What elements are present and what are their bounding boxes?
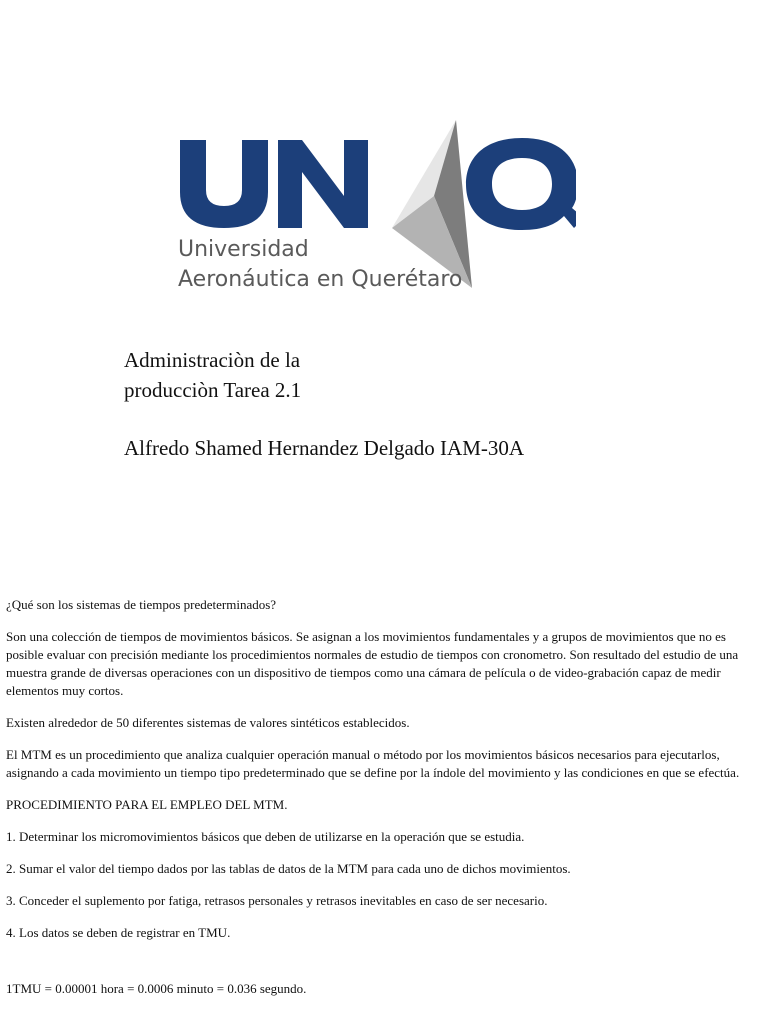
document-title-line1: Administraciòn de la	[124, 348, 301, 372]
question: ¿Qué son los sistemas de tiempos predeterminados?	[6, 597, 277, 612]
procedure-step-3: 3. Conceder el suplemento por fatiga, retrasos personales y retrasos inevitables en caso de ser necesario.	[6, 893, 548, 908]
procedure-heading: PROCEDIMIENTO PARA EL EMPLEO DEL MTM.	[6, 797, 288, 812]
document-title-line2: producciòn Tarea 2.1	[124, 378, 302, 402]
procedure-step-1: 1. Determinar los micromovimientos básicos que deben de utilizarse en la operación que se estudia.	[6, 829, 525, 844]
unaq-logo	[176, 118, 576, 294]
title-block	[124, 345, 724, 463]
logo-text-line1: Universidad	[178, 237, 309, 262]
tmu-formula: 1TMU = 0.00001 hora = 0.0006 minuto = 0.036 segundo.	[6, 981, 307, 996]
unaq-logo-graphic	[176, 118, 576, 294]
paragraph-systems-count: Existen alrededor de 50 diferentes sistemas de valores sintéticos establecidos.	[6, 715, 410, 730]
paragraph-mtm: El MTM es un procedimiento que analiza cualquier operación manual o método por los movimientos básicos necesarios para ejecutarlos, asignando a cada movimiento un tiempo tipo predeterminado que se define por la índole del movimiento y las condiciones en que se efectúa.	[6, 747, 740, 780]
logo-text-line2: Aeronáutica en Querétaro	[178, 267, 463, 292]
procedure-step-4: 4. Los datos se deben de registrar en TMU.	[6, 925, 231, 940]
document-body	[6, 596, 764, 1012]
procedure-step-2: 2. Sumar el valor del tiempo dados por las tablas de datos de la MTM para cada uno de dichos movimientos.	[6, 861, 571, 876]
author-name: Alfredo Shamed Hernandez Delgado IAM-30A	[124, 436, 525, 460]
logo-letter-q	[466, 138, 576, 230]
paragraph-definition: Son una colección de tiempos de movimientos básicos. Se asignan a los movimientos fundamentales y a grupos de movimientos que no es posible evaluar con precisión mediante los procedimientos normales de estudio de tiempos con cronometro. Son resultado del estudio de una muestra grande de diversas operaciones con un dispositivo de tiempos como una cámara de película o de video-grabación capaz de medir elementos muy cortos.	[6, 629, 739, 698]
logo-letter-u	[180, 140, 268, 228]
logo-letter-n	[278, 140, 368, 228]
